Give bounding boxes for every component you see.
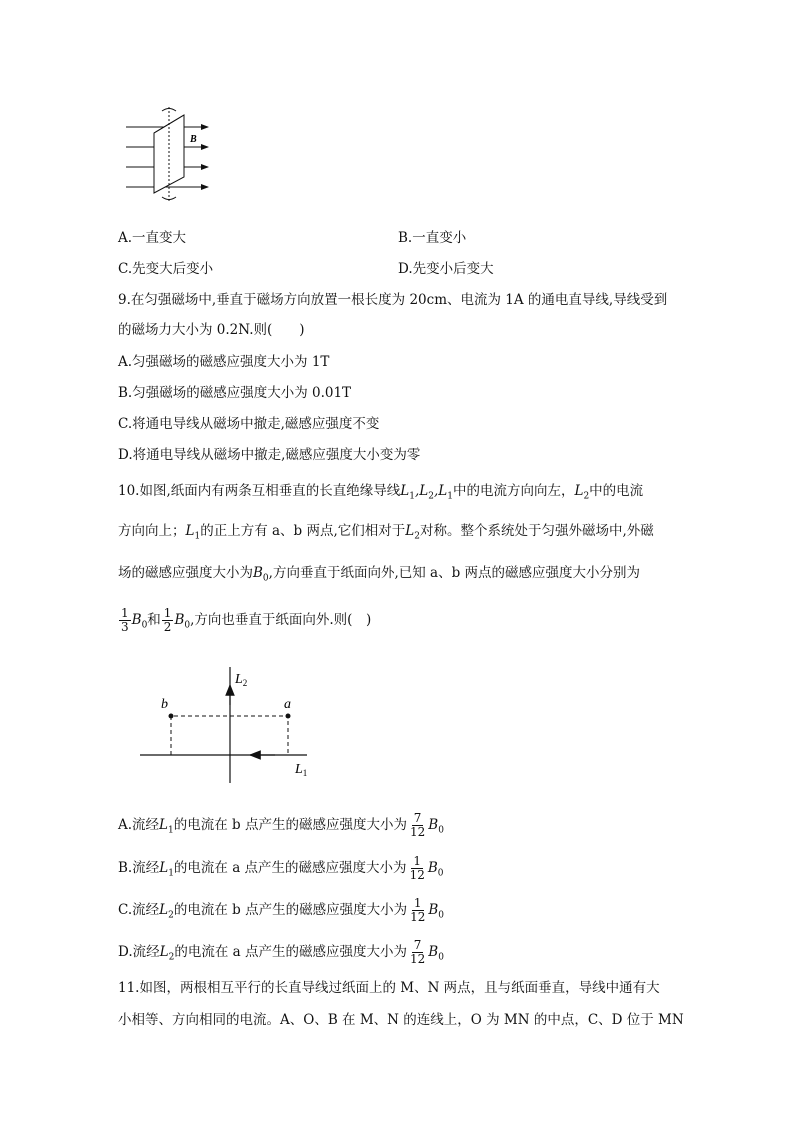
- wire-l1-label: $L_1$: [295, 762, 308, 778]
- q8-option-c[interactable]: C.先变大后变小: [118, 261, 214, 277]
- q8-option-a[interactable]: A.一直变大: [118, 230, 187, 246]
- q10-option-c[interactable]: C.流经$L_2$的电流在 b 点产生的磁感应强度大小为 $\frac{1}{12}$ $B_0$: [118, 896, 445, 924]
- q8-option-d[interactable]: D.先变小后变大: [398, 261, 494, 277]
- q11-stem-line2: 小相等、方向相同的电流。A、O、B 在 M、N 的连线上，O 为 MN 的中点，C、D 位于 MN: [118, 1012, 684, 1028]
- q10-stem-line4: $\frac{1}{3}$ $B_0$和 $\frac{1}{2}$ $B_0$,方向也垂直于纸面向外.则( ): [121, 606, 372, 634]
- q9-stem-line1: 9.在匀强磁场中,垂直于磁场方向放置一根长度为 20cm、电流为 1A 的通电直导线,导线受到: [118, 292, 668, 308]
- q10-stem-line2: 方向向上；$L_1$的正上方有 a、b 两点,它们相对于$L_2$对称。整个系统处于匀强外磁场中,外磁: [118, 523, 654, 542]
- q9-option-d[interactable]: D.将通电导线从磁场中撤走,磁感应强度大小变为零: [118, 447, 421, 463]
- q10-stem-line1: 10.如图,纸面内有两条互相垂直的长直绝缘导线$L_1,L_2,L_1$中的电流方向向左，$L_2$中的电流: [118, 483, 644, 502]
- field-label-b: B: [190, 134, 197, 145]
- q8-option-b[interactable]: B.一直变小: [398, 230, 467, 246]
- crossed-wires-figure: [135, 655, 320, 785]
- q11-stem-line1: 11.如图，两根相互平行的长直导线过纸面上的 M、N 两点，且与纸面垂直，导线中通有大: [118, 980, 660, 996]
- q10-option-b[interactable]: B.流经$L_1$的电流在 a 点产生的磁感应强度大小为 $\frac{1}{12}$ $B_0$: [118, 854, 444, 882]
- q10-option-a[interactable]: A.流经$L_1$的电流在 b 点产生的磁感应强度大小为 $\frac{7}{12}$ $B_0$: [118, 811, 444, 839]
- q9-stem-line2: 的磁场力大小为 0.2N.则( ): [118, 322, 305, 338]
- coil-in-field-figure: [118, 105, 218, 205]
- q9-option-b[interactable]: B.匀强磁场的磁感应强度大小为 0.01T: [118, 385, 352, 401]
- point-b-label: b: [161, 697, 168, 712]
- q10-stem-line3: 场的磁感应强度大小为$B_0$,方向垂直于纸面向外,已知 a、b 两点的磁感应强度大小分别为: [118, 565, 641, 584]
- point-a-label: a: [284, 697, 291, 712]
- wire-l2-label: $L_2$: [235, 672, 248, 688]
- q9-option-a[interactable]: A.匀强磁场的磁感应强度大小为 1T: [118, 354, 330, 370]
- q9-option-c[interactable]: C.将通电导线从磁场中撤走,磁感应强度不变: [118, 416, 380, 432]
- q10-option-d[interactable]: D.流经$L_2$的电流在 a 点产生的磁感应强度大小为 $\frac{7}{12}$ $B_0$: [118, 938, 444, 966]
